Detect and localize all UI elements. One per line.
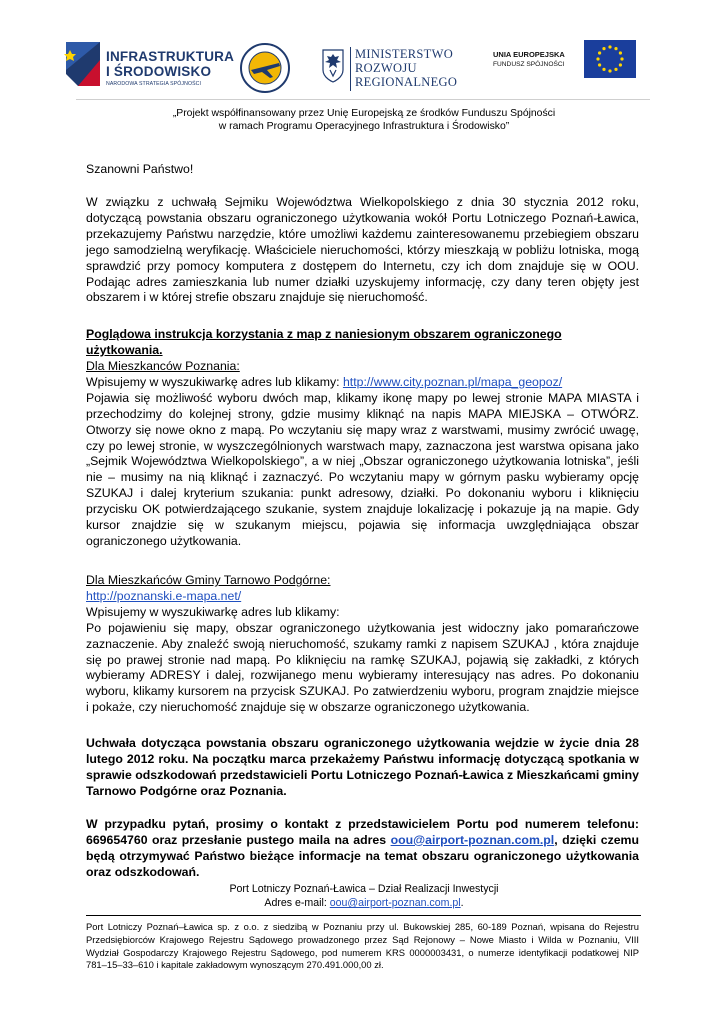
company-registration-note: Port Lotniczy Poznań–Ławica sp. z o.o. z siedzibą w Poznaniu przy ul. Bukowskiej 285, 60-189 Poznań, wpisana do Rejestru Przedsiębiorców Krajowego Rejestru Sądowego prowadzonego przez Sąd Rejonowy – Nowe Miasto i Wilda w Poznaniu, VIII Wydział Gospodarczy Krajowego Rejestru Sądowego, pod numerem KRS 0000003431, o numerze identyfikacji podatkowej NIP 781–15–33–610 i kapitale zakładowym wynoszącym 270.491.000,00 zł.: [86, 921, 639, 971]
ministry-regional-development-logo: [320, 45, 460, 93]
infrastruktura-srodowisko-logo: [64, 40, 235, 92]
eu-line1: UNIA EUROPEJSKA: [493, 50, 565, 59]
greeting: Szanowni Państwo!: [86, 162, 194, 176]
contact-suffix: , dzięki czemu będą otrzymywać Państwo bieżące informacje na temat obszaru ograniczonego użytkowania oraz odszkodowań.: [86, 832, 639, 879]
tarnowo-search-line: Wpisujemy w wyszukiwarkę adres lub klikamy:: [86, 604, 340, 619]
logo-ie-line2: I ŚRODOWISKO: [106, 64, 212, 79]
tarnowo-heading: Dla Mieszkańców Gminy Tarnowo Podgórne:: [86, 573, 331, 587]
tarnowo-map-link[interactable]: http://poznanski.e-mapa.net/: [86, 588, 242, 603]
contact-email-link[interactable]: oou@airport-poznan.com.pl: [390, 832, 555, 847]
poznan-search-line: [86, 375, 639, 391]
eu-cohesion-fund-logo: [486, 38, 636, 82]
footer-email-label: Adres e-mail:: [264, 897, 330, 909]
instruction-title: Poglądowa instrukcja korzystania z map z naniesionym obszarem ograniczonego użytkowania.: [86, 327, 562, 357]
polish-eagle-icon: [320, 48, 346, 84]
contact-prefix: W przypadku pytań, prosimy o kontakt z przedstawicielem Portu pod numerem telefonu: 669654760 oraz przesłanie pustego maila na adres: [86, 817, 639, 847]
nss-flag-icon: [64, 40, 102, 88]
contact-paragraph: [86, 817, 639, 881]
header-divider: [76, 99, 650, 100]
footer-email-link[interactable]: oou@airport-poznan.com.pl: [329, 897, 461, 909]
eu-flag-icon: [584, 40, 636, 78]
intro-paragraph: W związku z uchwałą Sejmiku Województwa Wielkopolskiego z dnia 30 stycznia 2012 roku, dotyczącą powstania obszaru ograniczonego użytkowania wokół Portu Lotniczego Poznań-Ławica, przekazujemy Państwu narzędzie, które umożliwi każdemu zainteresowanemu przebiegiem obszaru jego samodzielną weryfikację. Właściciele nieruchomości, którzy mieszkają w pobliżu lotniska, mogą sprawdzić przy pomocy komputera z dostępem do Internetu, czy ich dom znajduje się w OOU. Podając adres zamieszkania lub numer działki uzyskujemy informację, czy dany teren objęty jest obszarem i w której strefie obszaru znajduje się nieruchomość.: [86, 195, 639, 305]
airport-logo-icon: [240, 43, 290, 93]
ministry-line3: REGIONALNEGO: [355, 75, 458, 89]
project-note-line1: „Projekt współfinansowany przez Unię Europejską ze środków Funduszu Spójności: [172, 108, 556, 119]
footer-department-block: [80, 882, 648, 910]
poznan-heading: Dla Mieszkanców Poznania:: [86, 359, 240, 373]
footer-email-line: [80, 896, 648, 910]
logo-ie-line1: INFRASTRUKTURA: [106, 49, 235, 64]
ministry-line1: MINISTERSTWO: [355, 47, 454, 61]
poznan-search-prefix: Wpisujemy w wyszukiwarkę adres lub klikamy:: [86, 374, 343, 389]
resolution-paragraph: Uchwała dotycząca powstania obszaru ograniczonego użytkowania wejdzie w życie dnia 28 lutego 2012 roku. Na początku marca przekażemy Państwu informację dotyczącą spotkania w sprawie odszkodowań przedstawicieli Portu Lotniczego Poznań-Ławica z Mieszkańcami gminy Tarnowo Podgórne oraz Poznania.: [86, 736, 639, 798]
eu-line2: FUNDUSZ SPÓJNOŚCI: [493, 61, 565, 68]
footer-department: Port Lotniczy Poznań-Ławica – Dział Realizacji Inwestycji: [229, 883, 499, 895]
tarnowo-instructions: Po pojawieniu się mapy, obszar ograniczonego użytkowania jest widoczny jako pomarańczowe zaznaczenie. Aby znaleźć swoją nieruchomość, szukamy ramki z napisem SZUKAJ , która znajduje się po prawej stronie nad mapą. Po kliknięciu na ramkę SZUKAJ, pojawią się zakładki, z których wybieramy ADRESY i dalej, rozwijanego menu wybieramy interesujący nas adres. Po dokonaniu wyboru, klikamy kursorem na przycisk SZUKAJ. Po zatwierdzeniu wyboru, program znajdzie miejsce i pokaże, czy nieruchomość znajduje się w obszarze ograniczonego użytkowania.: [86, 620, 639, 715]
footer-divider: [86, 915, 641, 916]
project-cofinancing-note: [80, 107, 648, 133]
project-note-line2: w ramach Programu Operacyjnego Infrastruktura i Środowisko”: [218, 121, 510, 132]
poznan-instructions: Pojawia się możliwość wyboru dwóch map, klikamy ikonę mapy po lewej stronie MAPA MIASTA i przechodzimy do kolejnej strony, gdzie musimy kliknąć na napis MAPA MIEJSKA – OTWÓRZ. Otworzy się nowe okno z mapą. Po wczytaniu się mapy wraz z warstwami, musimy zwrócić uwagę, czy po lewej stronie, w wyszczególnionych warstwach mapy, zaznaczona jest warstwa opisana jako „Sejmik Województwa Wielkopolskiego”, a w niej „Obszar ograniczonego użytkowania lotniska”, jeśli nie – musimy na nią kliknąć i zaznaczyć. Po wczytaniu mapy w górnym pasku wybieramy opcję SZUKAJ i dalej kryterium szukania: punkt adresowy, działki. Po dokonaniu wyboru i kliknięciu przycisku OK potwierdzającego szukanie, system znajduje lokalizację i pokazuje ją na mapie. Gdy kursor znajdzie się w szukanym miejscu, pojawia się informacja uwzględniająca obszar ograniczonego użytkowania.: [86, 390, 639, 548]
footer-email-end: .: [460, 897, 464, 909]
tarnowo-section: [86, 573, 639, 716]
poznan-map-link[interactable]: http://www.city.poznan.pl/mapa_geopoz/: [342, 374, 563, 389]
ministry-line2: ROZWOJU: [355, 61, 417, 75]
logo-ie-line3: NARODOWA STRATEGIA SPÓJNOŚCI: [106, 81, 202, 87]
poznan-section: [86, 359, 639, 550]
